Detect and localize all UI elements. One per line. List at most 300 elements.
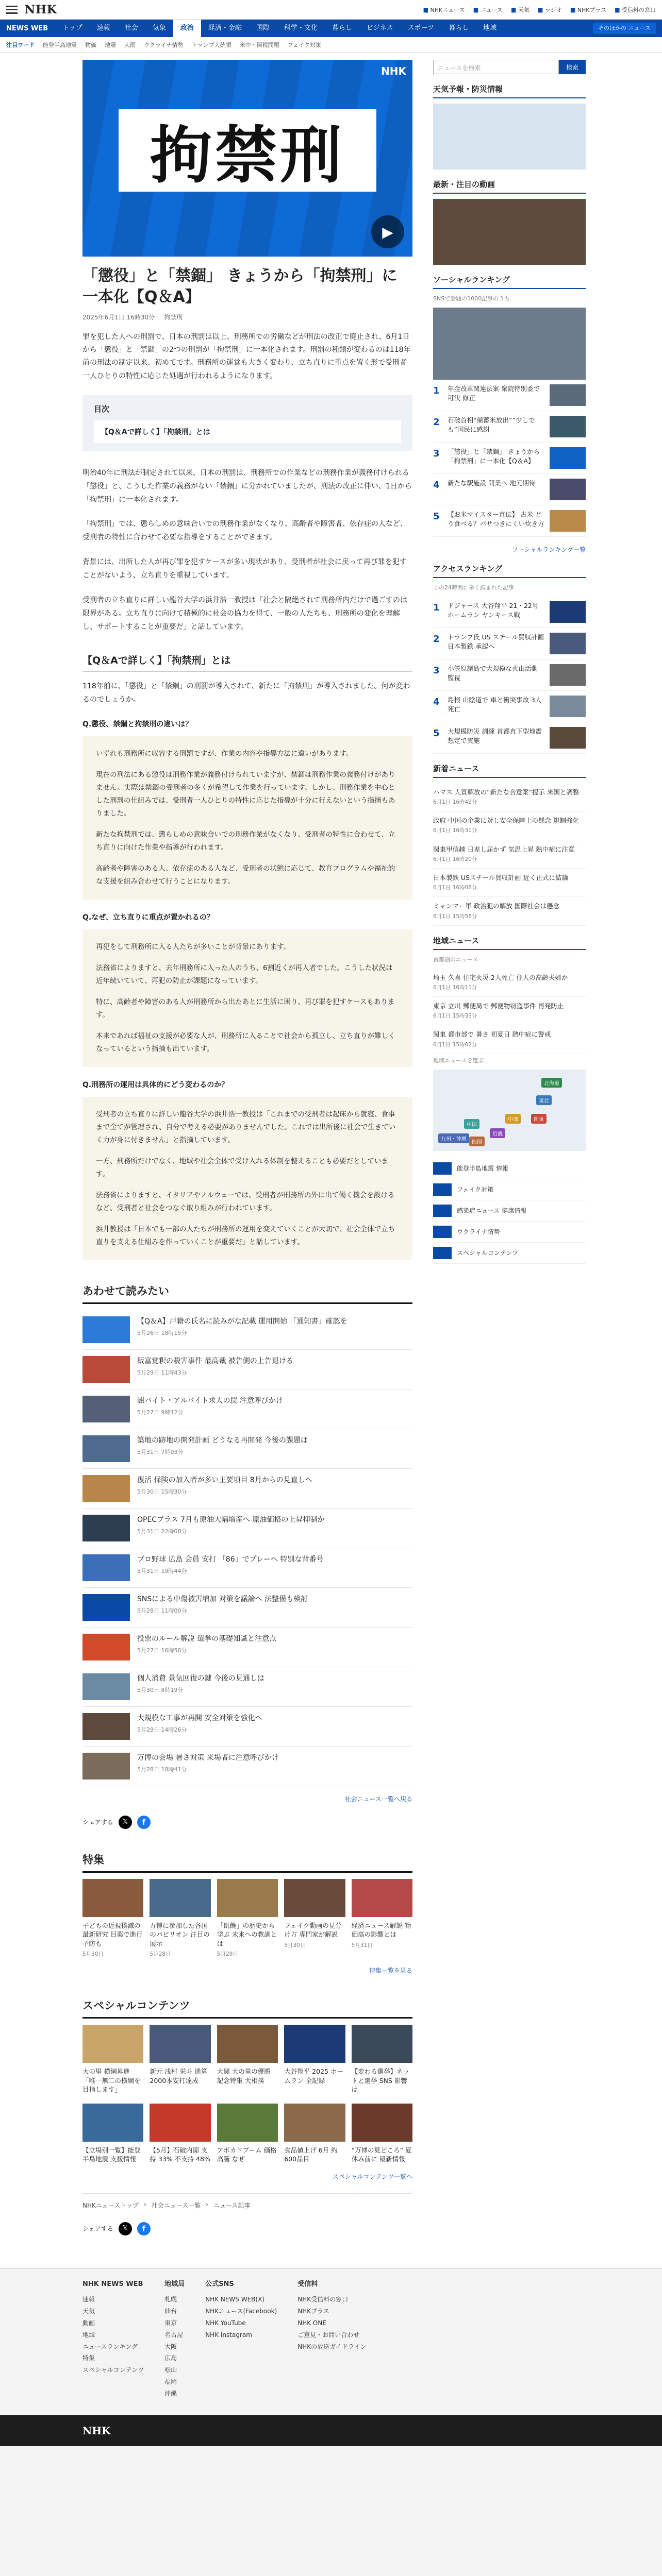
local-title[interactable]: 埼玉 久喜 住宅火災 2人死亡 住人の高齢夫婦か (433, 973, 568, 981)
special-link[interactable] (433, 1158, 586, 1179)
content-title[interactable]: 【変わる選挙】ネットと選挙 SNS 影響は (351, 2067, 410, 2094)
ranking-heading: ソーシャルランキング (433, 274, 586, 289)
related-item[interactable] (82, 1389, 412, 1429)
footer-link[interactable]: 広島 (164, 2354, 177, 2362)
related-title[interactable]: 万博の会場 暑さ対策 来場者に注意呼びかけ (137, 1753, 279, 1762)
footer-column (82, 2278, 144, 2400)
keyword-bar (0, 37, 662, 53)
region-kanto[interactable]: 関東 (531, 1114, 547, 1124)
related-heading: あわせて読みたい (82, 1283, 412, 1304)
special-title[interactable]: 子どもの近視撲滅の最新研究 目薬で進行予防も (82, 1921, 143, 1947)
access-thumbnail[interactable] (550, 696, 586, 717)
footer-link[interactable]: NHK ONE (297, 2319, 326, 2327)
top-link-plus[interactable]: ■ NHKプラス (570, 6, 606, 14)
content-title[interactable]: 大関 大の里の優勝 記念特集 大相撲 (217, 2067, 271, 2084)
related-thumbnail[interactable] (82, 1753, 130, 1780)
related-thumbnail[interactable] (82, 1475, 130, 1502)
related-item[interactable] (82, 1628, 412, 1667)
related-date: 5月27日 16時50分 (137, 1647, 187, 1654)
related-title[interactable]: 大規模な工事が再開 安全対策を強化へ (137, 1714, 262, 1722)
access-title[interactable]: 大規模防災 訓練 首都直下型地震想定で実施 (448, 727, 542, 745)
content-card[interactable] (284, 2025, 345, 2094)
keyword-item[interactable]: 物価 (85, 41, 96, 48)
nav-item-science[interactable]: 科学・文化 (284, 24, 318, 32)
nav-other-news[interactable]: そのほかの ニュース (593, 23, 656, 33)
hero-plate: 拘禁刑 (119, 109, 376, 192)
special-link-icon (433, 1247, 452, 1259)
region-tohoku[interactable]: 東北 (536, 1095, 552, 1105)
footer-link[interactable]: 松山 (164, 2366, 177, 2374)
keyword-item[interactable]: 米中・関税問題 (239, 41, 279, 48)
new-title[interactable]: 関東甲信越 日差し届かず 気温上昇 熱中症に注意 (433, 845, 575, 853)
local-date: 6月1日 16時11分 (433, 984, 477, 991)
access-rank-number: 2 (433, 634, 440, 645)
top-links (423, 6, 656, 14)
related-date: 5月30日 8時19分 (137, 1686, 184, 1693)
region-chubu[interactable]: 中部 (505, 1114, 521, 1124)
nav-item-economy[interactable]: 経済・金融 (208, 24, 242, 32)
top-link-radio[interactable]: ■ ラジオ (538, 6, 562, 14)
new-date: 6月1日 15時58分 (433, 913, 477, 920)
latest-video-heading: 最新・注目の動画 (433, 179, 586, 194)
answer-paragraph: 浜井教授は「日本でも一部の人たちが刑務所の運用を変えていくことが大切で、社会全体で立ち直りを支える仕組みを作っていくことが重要だ」と話しています。 (96, 1225, 395, 1246)
related-item[interactable] (82, 1747, 412, 1786)
footer-link[interactable]: 名古屋 (164, 2331, 184, 2338)
latest-video[interactable] (433, 199, 586, 265)
new-heading: 新着ニュース (433, 763, 586, 778)
related-thumbnail[interactable] (82, 1435, 130, 1462)
related-more-link[interactable]: 社会ニュース一覧へ戻る (344, 1795, 412, 1803)
nav-item-international[interactable]: 国際 (256, 24, 270, 32)
special-date: 5月28日 (150, 1951, 171, 1958)
breadcrumb-separator: › (206, 2200, 208, 2208)
access-thumbnail[interactable] (550, 601, 586, 623)
related-date: 5月26日 18時15分 (137, 1329, 187, 1336)
answer-box (82, 736, 412, 900)
footer-link[interactable]: 東京 (164, 2319, 177, 2327)
footer-link[interactable]: ご意見・お問い合わせ (297, 2331, 360, 2338)
related-title[interactable]: プロ野球 広島 会員 安打 「86」でプレーへ 特別な背番号 (137, 1555, 324, 1564)
related-text (137, 1753, 279, 1780)
ranking-thumbnail[interactable] (550, 479, 586, 500)
footer-link[interactable]: 天気 (82, 2308, 95, 2315)
related-thumbnail[interactable] (82, 1713, 130, 1740)
local-title[interactable]: 東京 立川 郵便局で 郵便物窃盗事件 再発防止 (433, 1002, 564, 1010)
access-item[interactable] (433, 659, 586, 691)
keyword-item[interactable]: トランプ大統領 (191, 41, 231, 48)
content-thumbnail[interactable] (284, 2104, 345, 2142)
share-label: シェアする (82, 1819, 113, 1826)
content-thumbnail[interactable] (82, 2025, 143, 2063)
related-date: 5月27日 9時12分 (137, 1409, 184, 1416)
ranking-thumbnail[interactable] (550, 384, 586, 406)
ranking-rank-number: 2 (433, 417, 440, 428)
footer-link[interactable]: NHKの放送ガイドライン (297, 2343, 367, 2350)
special-title[interactable]: 「飢饉」の歴史から学ぶ 未来への教訓とは (217, 1921, 277, 1947)
related-thumbnail[interactable] (82, 1396, 130, 1422)
content-title[interactable]: 【立場別一覧】能登半島地震 支援情報 (82, 2146, 141, 2163)
content-thumbnail[interactable] (150, 2104, 210, 2142)
ranking-thumbnail[interactable] (550, 447, 586, 469)
footer-link[interactable]: 速報 (82, 2296, 95, 2303)
sidebar-search (433, 60, 586, 74)
play-icon[interactable]: ▶ (371, 215, 404, 248)
ranking-item[interactable] (433, 474, 586, 505)
footer-column-heading: 受信料 (297, 2280, 318, 2288)
new-item[interactable] (433, 783, 586, 811)
ranking-title[interactable]: 新たな駅施設 開業へ 地元期待 (448, 479, 536, 487)
keyword-item[interactable]: ウクライナ情勢 (144, 41, 184, 48)
special-thumbnail[interactable] (150, 1879, 210, 1917)
top-link-weather[interactable]: ■ 天気 (511, 6, 529, 14)
access-rank-number: 5 (433, 728, 440, 739)
region-kinki[interactable]: 近畿 (490, 1128, 505, 1138)
nav-item-politics[interactable]: 政治 (173, 20, 201, 37)
footer-link[interactable]: NHK Instagram (205, 2331, 252, 2338)
content-thumbnail[interactable] (82, 2104, 143, 2142)
ranking-thumbnail[interactable] (550, 416, 586, 437)
answer-paragraph: 法務省によりますと、イタリアやノルウェーでは、受刑者が刑務所の外に出て働く機会を設けるなど、受刑者と社会をつなぐ取り組みが行われています。 (96, 1191, 395, 1212)
answer-paragraph: 受刑者の立ち直りに詳しい龍谷大学の浜井浩一教授は「これまでの受刑者は起床から就寝、食事まで全てが管理され、自分で考える必要がありませんでした。これでは出所後に社会で生きていく力が身に付きません」と指摘しています。 (96, 1110, 396, 1144)
special-title[interactable]: 経済ニュース解説 物価高の影響とは (351, 1921, 411, 1939)
local-list (433, 969, 586, 1054)
related-item[interactable] (82, 1588, 412, 1628)
nav-item-breaking[interactable]: 速報 (96, 24, 110, 32)
access-title[interactable]: 小笠原諸島で大規模な火山活動 監視 (448, 665, 538, 682)
special-date: 5月30日 (82, 1951, 104, 1958)
hamburger-menu-icon[interactable] (6, 6, 18, 14)
ranking-thumbnail[interactable] (550, 510, 586, 532)
answer-paragraph: 法務省によりますと、去年刑務所に入った人のうち、6割近くが再入者でした。こうした状況は近年続いていて、再犯の防止が課題になっています。 (96, 964, 393, 986)
special-date: 5月31日 (351, 1942, 373, 1948)
breadcrumb-separator: › (143, 2200, 146, 2208)
special-thumbnail[interactable] (284, 1879, 345, 1917)
local-item[interactable] (433, 969, 586, 997)
article-meta (82, 313, 412, 321)
share-label: シェアする (82, 2225, 113, 2233)
special-link-label[interactable]: 感染症ニュース 健康情報 (457, 1207, 527, 1215)
local-date: 6月1日 15時33分 (433, 1013, 477, 1020)
section-heading: 【Q＆Aで詳しく】「拘禁刑」とは (82, 653, 412, 672)
footer-link[interactable]: NHKニュース(Facebook) (205, 2308, 277, 2315)
ranking-image[interactable] (433, 308, 586, 380)
hero-video[interactable] (82, 60, 412, 257)
breadcrumb-item[interactable]: 社会ニュース一覧 (151, 2201, 201, 2209)
keyword-item[interactable]: 大雨 (124, 41, 136, 48)
special-date: 5月29日 (217, 1951, 238, 1958)
access-item[interactable] (433, 691, 586, 722)
access-thumbnail[interactable] (550, 727, 586, 749)
content-card[interactable] (150, 2104, 210, 2164)
related-thumbnail[interactable] (82, 1673, 130, 1700)
local-item[interactable] (433, 1025, 586, 1054)
region-hokkaido[interactable]: 北海道 (541, 1078, 562, 1088)
toc-title: 目次 (94, 404, 110, 414)
related-text (137, 1554, 324, 1581)
access-thumbnail[interactable] (550, 633, 586, 654)
new-item[interactable] (433, 869, 586, 897)
special-card[interactable] (217, 1879, 278, 1958)
related-title[interactable]: 飯富覚釈の殺害事件 最高裁 被告側の上告退ける (137, 1357, 293, 1365)
new-title[interactable]: ミャンマー軍 政治犯の解放 国際社会は懸念 (433, 902, 560, 910)
content-title[interactable]: “万博の見どころ” 夏休み前に 最新情報 (351, 2146, 412, 2163)
footer-columns (82, 2278, 580, 2400)
related-thumbnail[interactable] (82, 1634, 130, 1660)
footer-link[interactable]: NHK YouTube (205, 2319, 246, 2327)
special-date: 5月30日 (284, 1942, 306, 1948)
ranking-title[interactable]: 年金改革関連法案 衆院特別委で可決 修正 (448, 385, 540, 402)
nav-item-life[interactable]: 暮らし (332, 24, 352, 32)
related-thumbnail[interactable] (82, 1316, 130, 1343)
access-rank-number: 4 (433, 697, 440, 707)
footer-link[interactable]: 仙台 (164, 2308, 177, 2315)
footer-link[interactable]: 沖縄 (164, 2389, 177, 2397)
ranking-more-link[interactable]: ソーシャルランキング一覧 (511, 546, 586, 553)
nav-item-region[interactable]: 地域 (483, 24, 497, 32)
facebook-share-icon[interactable]: f (137, 2222, 151, 2235)
content-title[interactable]: 大の里 横綱昇進 「唯一無二の横綱を目指します」 (82, 2067, 141, 2094)
toc-item[interactable]: 【Q＆Aで詳しく】「拘禁刑」とは (94, 420, 401, 443)
special-link[interactable] (433, 1200, 586, 1222)
special-thumbnail[interactable] (82, 1879, 143, 1917)
question-heading: Q.なぜ、立ち直りに重点が置かれるの？ (82, 913, 214, 922)
special-thumbnail[interactable] (217, 1879, 278, 1917)
nav-item-business[interactable]: ビジネス (366, 24, 393, 32)
related-item[interactable] (82, 1667, 412, 1707)
keyword-item[interactable]: 能登半島地震 (43, 41, 77, 48)
ranking-title[interactable]: 石破首相“備蓄米放出”“少しでも”国民に感謝 (448, 416, 535, 434)
footer-link[interactable]: 大阪 (164, 2343, 177, 2350)
related-text (137, 1515, 324, 1541)
content-title[interactable]: 食品値上げ 6月 約600品目 (284, 2146, 338, 2163)
weather-heading: 天気予報・防災情報 (433, 83, 586, 98)
local-tab[interactable]: 首都圏のニュース (433, 956, 478, 963)
content-card[interactable] (217, 2025, 278, 2094)
special-card[interactable] (82, 1879, 143, 1958)
nav-item-weather[interactable]: 気象 (152, 24, 166, 32)
content-title[interactable]: 大谷翔平 2025 ホームラン 全記録 (284, 2067, 343, 2084)
ranking-item[interactable] (433, 443, 586, 474)
new-date: 6月1日 16時20分 (433, 856, 477, 862)
new-date: 6月1日 16時31分 (433, 827, 477, 834)
content-card[interactable] (352, 2104, 412, 2164)
special-more-link[interactable]: 特集一覧を見る (369, 1967, 412, 1975)
top-link-news2[interactable]: ■ ニュース (473, 6, 503, 14)
footer-column (164, 2278, 185, 2400)
related-item[interactable] (82, 1350, 412, 1389)
related-item[interactable] (82, 1707, 412, 1747)
related-item[interactable] (82, 1509, 412, 1548)
article-tag[interactable]: 拘禁刑 (164, 314, 183, 321)
access-title[interactable]: 島根 山陰道で 車と衝突事故 3人死亡 (448, 696, 542, 714)
content-thumbnail[interactable] (352, 2025, 412, 2063)
content-thumbnail[interactable] (217, 2104, 278, 2142)
breadcrumb-item[interactable]: NHKニューストップ (82, 2201, 139, 2209)
new-item[interactable] (433, 811, 586, 840)
content-title[interactable]: アボカドブーム 価格高騰 なぜ (217, 2146, 277, 2163)
footer-link[interactable]: NHK NEWS WEB(X) (205, 2296, 264, 2303)
related-title[interactable]: 投票のルール解説 選挙の基礎知識と注意点 (137, 1634, 277, 1643)
nav-item-society[interactable]: 社会 (124, 24, 138, 32)
content-card[interactable] (284, 2104, 345, 2164)
special-link-label[interactable]: スペシャルコンテンツ (457, 1249, 519, 1257)
contents-more-link[interactable]: スペシャルコンテンツ一覧へ (332, 2173, 412, 2180)
footer-brand: NHK (0, 2415, 662, 2446)
access-heading: アクセスランキング (433, 563, 586, 578)
access-note: この24時間に多く読まれた記事 (433, 584, 514, 591)
special-link-label[interactable]: ウクライナ情勢 (457, 1228, 500, 1236)
article-paragraph: 「拘禁刑」では、懲らしめの意味合いでの刑務作業がなくなり、高齢者や障害者、依存症の人など、受刑者の特性に合わせて必要な指導をすることができます。 (82, 520, 407, 542)
related-title[interactable]: 築地の跡地の開発計画 どうなる再開発 今後の課題は (137, 1436, 308, 1445)
content-title[interactable]: 新元 浅村 栄斗 通算2000本安打達成 (150, 2067, 208, 2084)
related-date: 5月30日 15時30分 (137, 1488, 187, 1495)
content-thumbnail[interactable] (217, 2025, 278, 2063)
footer-link[interactable]: 特集 (82, 2354, 95, 2362)
question-heading: Q.懲役、禁錮と拘禁刑の違いは？ (82, 720, 193, 729)
related-thumbnail[interactable] (82, 1554, 130, 1581)
related-title[interactable]: SNSによる中傷被害増加 対策を議論へ 法整備も検討 (137, 1595, 308, 1603)
related-item[interactable] (82, 1310, 412, 1350)
access-list (433, 597, 586, 754)
special-card[interactable] (284, 1879, 345, 1958)
access-item[interactable] (433, 628, 586, 659)
special-link[interactable] (433, 1243, 586, 1264)
related-title[interactable]: 闇バイト・アルバイト求人の罠 注意呼びかけ (137, 1396, 283, 1405)
special-link[interactable] (433, 1222, 586, 1243)
search-input[interactable]: ニュースを検索 (433, 60, 559, 74)
related-text (137, 1673, 264, 1700)
new-title[interactable]: ハマス 人質解放の“新たな合意案”提示 米国と調整 (433, 788, 580, 796)
related-title[interactable]: 【Q＆A】戸籍の氏名に読みがな記載 運用開始 「通知書」確認を (137, 1317, 347, 1326)
footer-link[interactable]: NHK受信料の窓口 (297, 2296, 349, 2303)
keyword-item[interactable]: フェイク対策 (287, 41, 321, 48)
answer-paragraph: 一方、刑務所だけでなく、地域や社会全体で受け入れる体制を整えることも必要だとしています。 (96, 1157, 388, 1178)
new-title[interactable]: 政府 中国の企業に対し安全保障上の懸念 規制強化 (433, 817, 579, 825)
content-title[interactable]: 【5月】石破内閣 支持 33% 不支持 48% (150, 2146, 210, 2163)
ranking-title[interactable]: 【お米マイスター直伝】 古米 どう食べる？パサつきにくい炊き方 (448, 511, 544, 528)
related-text (137, 1396, 283, 1422)
special-title[interactable]: フェイク動画の見分け方 専門家が解説 (284, 1921, 342, 1939)
nav-item-sports[interactable]: スポーツ (407, 24, 434, 32)
footer-link[interactable]: 福岡 (164, 2378, 177, 2385)
content-card[interactable] (352, 2025, 412, 2094)
x-share-icon[interactable]: 𝕏 (119, 2222, 132, 2235)
access-rank-number: 3 (433, 665, 440, 676)
footer-link[interactable]: 動画 (82, 2319, 95, 2327)
japan-map (433, 1070, 586, 1151)
ranking-list (433, 380, 586, 537)
nhk-logo[interactable]: NHK (25, 3, 58, 16)
related-title[interactable]: 復活 保険の加入者が多い主要項目 8月からの見直しへ (137, 1476, 312, 1484)
ranking-item[interactable] (433, 505, 586, 537)
related-title[interactable]: OPECプラス 7月も原油大幅増産へ 原油価格の上昇抑制か (137, 1515, 325, 1524)
content-thumbnail[interactable] (284, 2025, 345, 2063)
top-bar (0, 0, 662, 20)
content-thumbnail[interactable] (352, 2104, 412, 2142)
special-card[interactable] (150, 1879, 210, 1958)
related-text (137, 1475, 312, 1502)
x-share-icon[interactable]: 𝕏 (119, 1816, 132, 1829)
access-item[interactable] (433, 597, 586, 628)
special-link-label[interactable]: フェイク対策 (457, 1186, 494, 1194)
related-title[interactable]: 個人消費 景気回復の鍵 今後の見通しは (137, 1674, 264, 1683)
weather-map[interactable] (433, 104, 586, 170)
footer-link[interactable]: NHKプラス (297, 2308, 329, 2315)
related-item[interactable] (82, 1548, 412, 1588)
article-paragraph: 背景には、出所した人が再び罪を犯すケースが多い現状があり、受刑者が社会に戻って再び罪を犯すことがないよう、立ち直りを重視しています。 (82, 558, 407, 580)
share-bar-bottom (82, 2222, 412, 2235)
related-text (137, 1316, 347, 1343)
footer-link[interactable]: ニュースランキング (82, 2343, 138, 2350)
related-text (137, 1713, 262, 1740)
access-title[interactable]: ドジャース 大谷翔平 21・22号ホームラン ヤンキース戦 (448, 602, 539, 619)
new-item[interactable] (433, 840, 586, 869)
footer-link[interactable]: スペシャルコンテンツ (82, 2366, 144, 2374)
footer (0, 2268, 662, 2576)
ranking-rank-number: 4 (433, 480, 440, 490)
ranking-title[interactable]: 「懲役」と「禁錮」 きょうから「拘禁刑」に一本化【Q＆A】 (448, 448, 540, 465)
special-title[interactable]: 万博に参加した各国のパビリオン 注目の展示 (150, 1921, 210, 1947)
special-card[interactable] (352, 1879, 412, 1958)
access-item[interactable] (433, 722, 586, 754)
top-link-news[interactable]: ■ NHKニュース (423, 6, 465, 14)
related-text (137, 1634, 276, 1660)
related-date: 5月31日 7時03分 (137, 1448, 184, 1455)
new-item[interactable] (433, 897, 586, 925)
content-card[interactable] (82, 2104, 143, 2164)
related-thumbnail[interactable] (82, 1594, 130, 1621)
content-card[interactable] (82, 2025, 143, 2094)
special-link[interactable] (433, 1179, 586, 1200)
footer-link[interactable]: 地域 (82, 2331, 95, 2338)
search-button[interactable]: 検索 (559, 60, 586, 74)
ranking-rank-number: 1 (433, 385, 440, 396)
footer-link[interactable]: 札幌 (164, 2296, 177, 2303)
related-thumbnail[interactable] (82, 1356, 130, 1383)
access-title[interactable]: トランプ氏 US スチール買収計画 日本製鉄 承認へ (448, 633, 544, 651)
new-title[interactable]: 日本製鉄 USスチール買収計画 近く正式に結論 (433, 874, 569, 882)
nav-item-top[interactable]: トップ (62, 24, 82, 32)
special-link-label[interactable]: 能登半島地震 情報 (457, 1165, 508, 1173)
content-card[interactable] (150, 2025, 210, 2094)
special-thumbnail[interactable] (352, 1879, 412, 1917)
nav-brand[interactable]: NEWS WEB (6, 24, 48, 32)
nav-item-living[interactable]: 暮らし (448, 24, 469, 32)
top-link-fee[interactable]: ■ 受信料の窓口 (615, 6, 656, 14)
content-thumbnail[interactable] (150, 2025, 210, 2063)
related-item[interactable] (82, 1429, 412, 1469)
keyword-label: 注目ワード (6, 41, 35, 48)
breadcrumb-item: ニュース記事 (213, 2201, 251, 2209)
related-thumbnail[interactable] (82, 1515, 130, 1541)
facebook-share-icon[interactable]: f (137, 1816, 151, 1829)
local-title[interactable]: 関東 都市部で 暑さ 初夏日 熱中症に警戒 (433, 1030, 551, 1039)
ranking-item[interactable] (433, 411, 586, 443)
related-date: 5月28日 18時41分 (137, 1766, 187, 1773)
region-kyushu[interactable]: 九州・沖縄 (438, 1133, 469, 1143)
local-item[interactable] (433, 997, 586, 1025)
answer-paragraph: いずれも刑務所に収容する刑罰ですが、作業の内容や指導方法に違いがあります。 (96, 750, 353, 758)
content-card[interactable] (217, 2104, 278, 2164)
related-item[interactable] (82, 1469, 412, 1509)
keyword-item[interactable]: 地震 (105, 41, 116, 48)
local-heading: 地域ニュース (433, 935, 586, 950)
region-chugoku[interactable]: 中国 (464, 1119, 479, 1129)
ranking-item[interactable] (433, 380, 586, 411)
ranking-rank-number: 5 (433, 511, 440, 522)
region-shikoku[interactable]: 四国 (469, 1137, 485, 1146)
access-thumbnail[interactable] (550, 664, 586, 686)
